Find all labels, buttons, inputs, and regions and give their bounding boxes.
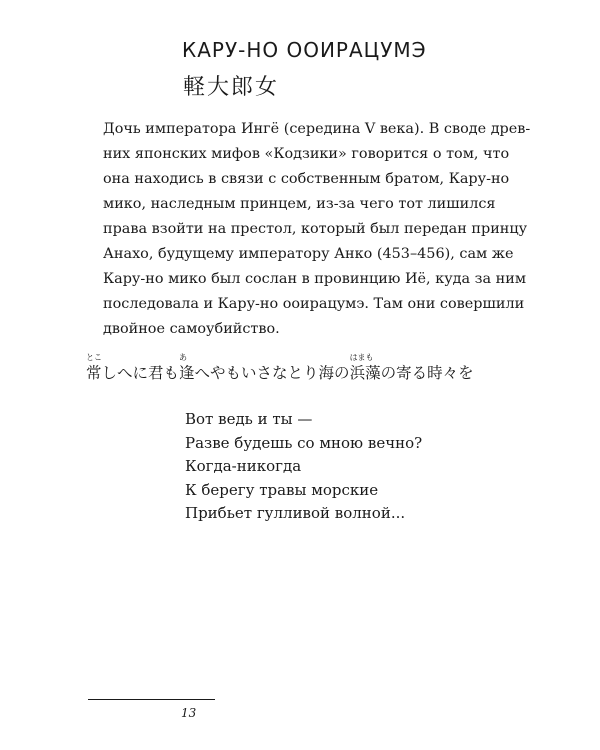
jp-poem-text: の寄る時々を xyxy=(380,364,474,382)
furigana: とこ xyxy=(86,353,102,362)
poem-line: Прибьет гулливой волной... xyxy=(185,504,406,522)
poem-line: К берегу травы морские xyxy=(185,480,379,499)
russian-translation xyxy=(185,408,422,526)
jp-poem-text: 常し xyxy=(86,364,118,382)
bio-line: двойное самоубийство. xyxy=(103,321,280,337)
page-number: 13 xyxy=(181,706,197,720)
biography-paragraph xyxy=(103,117,531,342)
bio-line: права взойти на престол, который был передан принцу xyxy=(103,221,528,237)
jp-poem-text: へに君も xyxy=(117,364,180,382)
jp-poem-text: 浜藻 xyxy=(349,364,381,382)
poem-line: Когда-никогда xyxy=(185,457,302,475)
entry-kanji-name: 軽大郎女 xyxy=(183,75,280,100)
jp-poem-segment xyxy=(179,353,195,382)
jp-poem-text: へやもいさなとり海の xyxy=(194,364,350,382)
furigana: はまも xyxy=(349,353,374,362)
bio-line: последовала и Кару-но ооирацумэ. Там они совершили xyxy=(103,296,525,312)
bio-line: Дочь императора Ингё (середина V века). В своде древ- xyxy=(103,121,531,137)
poem-line: Вот ведь и ты — xyxy=(185,410,313,428)
jp-poem-segment xyxy=(349,353,381,382)
bio-line: она находись в связи с собственным братом, Кару-но xyxy=(103,171,510,187)
japanese-poem xyxy=(86,353,474,382)
bio-line: Кару-но мико был сослан в провинцию Иё, куда за ним xyxy=(103,271,527,287)
jp-poem-segment xyxy=(86,353,118,382)
bio-line: них японских мифов «Кодзики» говорится о том, что xyxy=(103,146,510,162)
bio-line: мико, наследным принцем, из-за чего тот лишился xyxy=(103,196,496,212)
jp-poem-text: 逢 xyxy=(179,364,195,382)
bio-line: Анахо, будущему императору Анко (453–456), сам же xyxy=(103,246,514,262)
footer-divider xyxy=(88,699,215,700)
poem-line: Разве будешь со мною вечно? xyxy=(185,433,423,452)
entry-title: КАРУ-НО ООИРАЦУМЭ xyxy=(182,38,427,62)
furigana: あ xyxy=(179,353,188,362)
